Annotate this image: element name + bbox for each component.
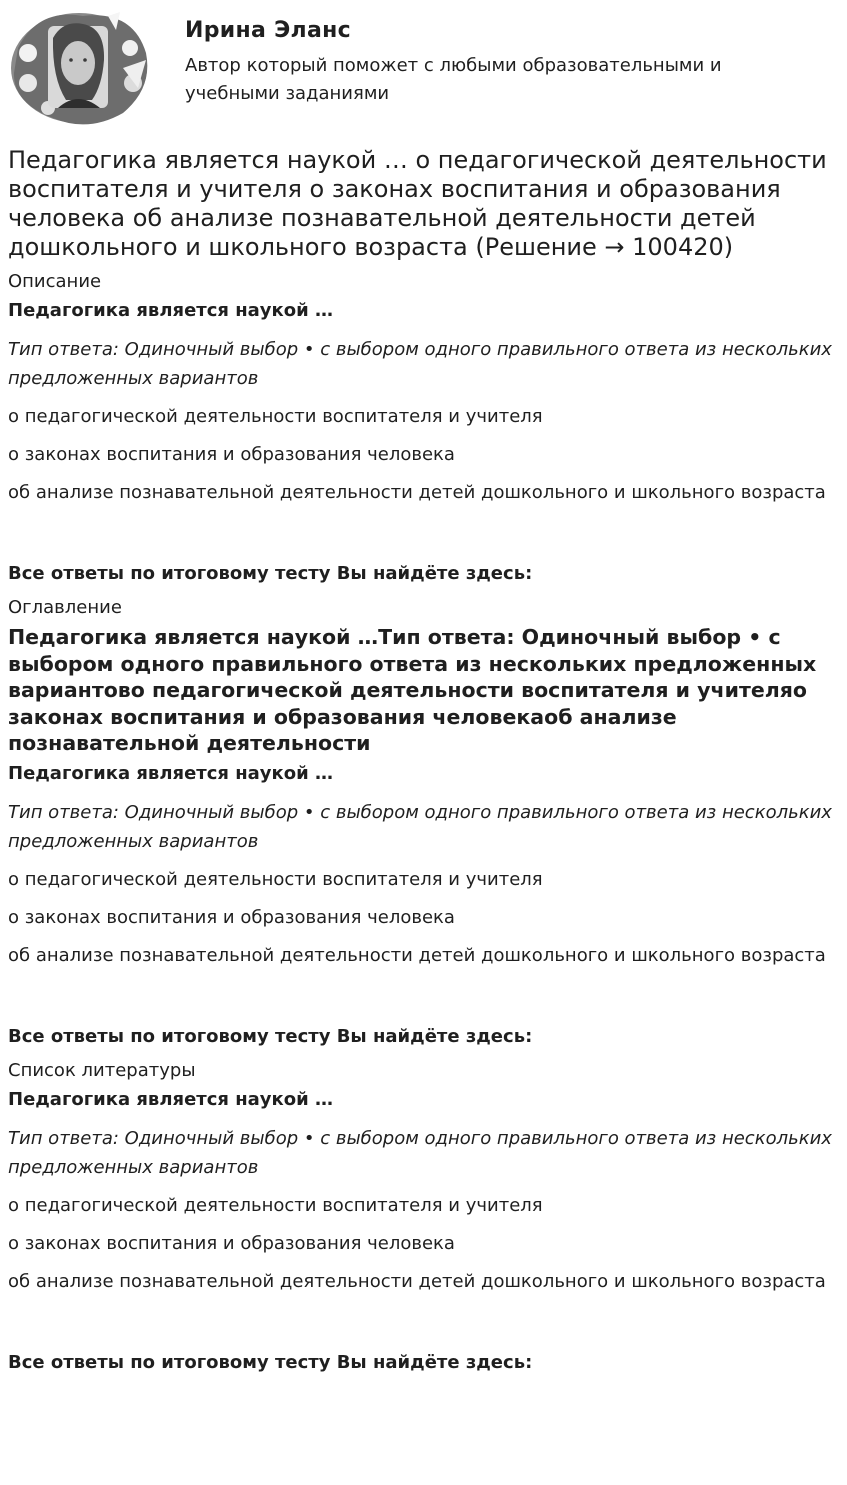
answer-option: о законах воспитания и образования человека	[8, 906, 455, 928]
author-avatar	[8, 8, 150, 126]
answers-link[interactable]: Все ответы по итоговому тесту Вы найдёте здесь:	[8, 1025, 533, 1047]
answer-type: Тип ответа: Одиночный выбор • с выбором одного правильного ответа из нескольких предложенных вариантов	[8, 1127, 832, 1178]
author-card	[8, 8, 838, 128]
main-content	[8, 146, 840, 1375]
page-title: Педагогика является наукой … о педагогической деятельности воспитателя и учителя о законах воспитания и образования человека об анализе познавательной деятельности детей дошкольного и школьного возраста (Решение → 100420)	[8, 146, 827, 261]
section-label-literature: Список литературы	[8, 1059, 196, 1081]
answer-option: о педагогической деятельности воспитателя и учителя	[8, 1194, 543, 1216]
author-description: Автор который поможет с любыми образовательными и учебными заданиями	[185, 55, 722, 104]
answer-option: об анализе познавательной деятельности детей дошкольного и школьного возраста	[8, 482, 826, 503]
author-name[interactable]: Ирина Эланс	[185, 18, 351, 43]
question-title: Педагогика является наукой …	[8, 1088, 333, 1110]
answer-type: Тип ответа: Одиночный выбор • с выбором одного правильного ответа из нескольких предложенных вариантов	[8, 801, 832, 852]
answer-type: Тип ответа: Одиночный выбор • с выбором одного правильного ответа из нескольких предложенных вариантов	[8, 339, 832, 389]
answer-option: об анализе познавательной деятельности детей дошкольного и школьного возраста	[8, 944, 826, 966]
question-title: Педагогика является наукой …	[8, 300, 333, 321]
answers-link[interactable]: Все ответы по итоговому тесту Вы найдёте здесь:	[8, 1351, 533, 1373]
answer-option: о педагогической деятельности воспитателя и учителя	[8, 868, 543, 890]
section-label-description: Описание	[8, 271, 102, 292]
answer-option: об анализе познавательной деятельности детей дошкольного и школьного возраста	[8, 1270, 826, 1292]
answer-option: о законах воспитания и образования человека	[8, 444, 455, 465]
answer-option: о законах воспитания и образования человека	[8, 1232, 455, 1254]
toc-title: Педагогика является наукой …Тип ответа: Одиночный выбор • с выбором одного правильного ответа из нескольких предложенных вариантово педагогической деятельности воспитателя и учителяо законах воспитания и образования человекаоб анализе познавательной деятельности	[8, 625, 817, 755]
answer-option: о педагогической деятельности воспитателя и учителя	[8, 406, 543, 427]
section-label-toc: Оглавление	[8, 597, 122, 618]
answers-link[interactable]: Все ответы по итоговому тесту Вы найдёте здесь:	[8, 563, 533, 584]
question-title: Педагогика является наукой …	[8, 762, 333, 784]
